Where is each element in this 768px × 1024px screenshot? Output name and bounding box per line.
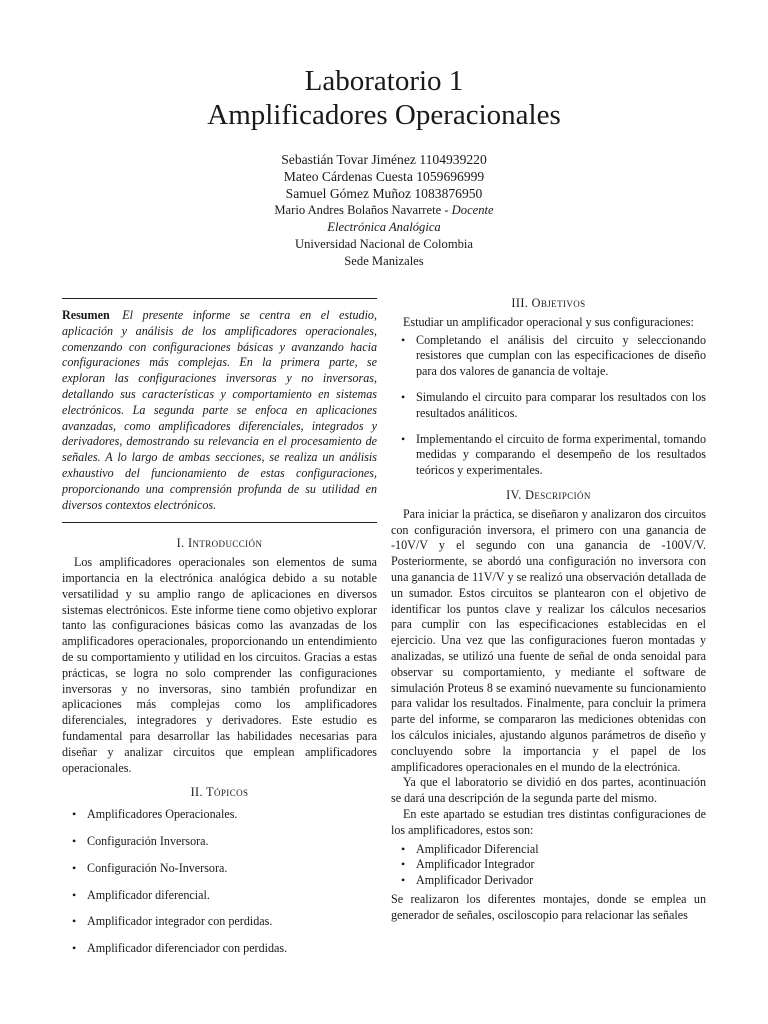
list-item — [62, 941, 377, 957]
bullet-icon: • — [72, 807, 77, 822]
introduccion-paragraph: Los amplificadores operacionales son elementos de suma importancia en la electrónica analógica debido a su notable versatilidad y su amplio rango de aplicaciones en diversos sistemas electrónicos. Este informe tiene como objetivo explorar tanto las configuraciones básicas como las avanzadas de los amplificadores operacionales, proporcionando un entendimiento de su comportamiento y utilidad en los circuitos. Gracias a estas prácticas, se logra no solo comprender las configuraciones inversoras y no inversoras, sino también profundizar en aplicaciones más complejas como los amplificadores diferenciales, integradores y derivadores. Este estudio es fundamental para desarrollar las habilidades necesarias para diseñar y analizar circuitos que emplean amplificadores operacionales. — [62, 555, 377, 775]
topico-text: Amplificador diferencial. — [87, 887, 210, 902]
section-title-descripcion: IV. Descripción — [506, 487, 591, 502]
list-item — [62, 807, 377, 823]
abstract — [62, 299, 377, 522]
bullet-icon: • — [72, 833, 77, 848]
list-item — [391, 333, 706, 380]
objetivo-text: Implementando el circuito de forma experimental, tomando medidas y comparando el desempeño de los resultados teóricos y experimentales. — [416, 431, 706, 478]
list-item — [391, 432, 706, 479]
bullet-icon: • — [401, 841, 406, 856]
configuracion-text: Amplificador Diferencial — [416, 841, 539, 856]
topico-text: Amplificador diferenciador con perdidas. — [87, 941, 288, 956]
topico-text: Configuración No-Inversora. — [87, 860, 228, 875]
bullet-icon: • — [72, 860, 77, 875]
author-block — [0, 151, 768, 270]
descripcion-paragraph-1: Para iniciar la práctica, se diseñaron y analizaron dos circuitos con configuración inversora, el primero con una ganancia de -10V/V y el segundo con una ganancia de -100V/V. Posteriormente, se abordó una configuración no inversora con una ganancia de 11V/V y se realizó una observación detallada de un sumador. Estos circuitos se plantearon con el objetivo de identificar los puntos clave y realizar los cálculos necesarios para cumplir con las especificaciones establecidas en el ejercicio. Una vez que las configuraciones fueron montadas y analizadas, se utilizó una fuente de señal de onda senoidal para observar su comportamiento, y mediante el software de simulación Proteus 8 se examinó nuevamente su funcionamiento para validar los resultados. Finalmente, para concluir la primera parte del informe, se compararon las mediciones obtenidas con los cálculos iniciales, ajustando algunos parámetros de diseño y concluyendo sobre la importancia y el papel de los amplificadores operacionales en el mundo de la electrónica. — [391, 506, 706, 774]
list-item — [391, 857, 706, 873]
teacher-separator: - — [441, 203, 452, 217]
topico-text: Amplificadores Operacionales. — [87, 807, 238, 822]
bullet-icon: • — [401, 873, 406, 888]
course-name: Electrónica Analógica — [327, 220, 441, 234]
descripcion-list — [391, 842, 706, 889]
abstract-bottom-rule — [62, 522, 377, 523]
list-item — [62, 861, 377, 877]
list-item — [391, 390, 706, 422]
title-line-1: Laboratorio 1 — [304, 65, 464, 97]
author-3: Samuel Gómez Muñoz 1083876950 — [285, 186, 483, 201]
section-title-topicos: II. Tópicos — [190, 785, 249, 800]
university-name: Universidad Nacional de Colombia — [294, 237, 474, 251]
bullet-icon: • — [401, 332, 406, 347]
bullet-icon: • — [401, 857, 406, 872]
section-title-objetivos: III. Objetivos — [511, 296, 586, 310]
configuracion-text: Amplificador Derivador — [416, 873, 534, 888]
paper-header — [0, 64, 768, 270]
teacher-line — [0, 202, 768, 219]
author-1: Sebastián Tovar Jiménez 1104939220 — [281, 152, 487, 167]
paper-title — [0, 64, 768, 132]
objetivos-list — [391, 333, 706, 479]
campus-name: Sede Manizales — [344, 254, 424, 268]
section-title-introduccion: I. Introducción — [176, 536, 263, 551]
descripcion-paragraph-4: Se realizaron los diferentes montajes, donde se emplea un generador de señales, osciloscopio para relacionar las señales — [391, 891, 706, 922]
descripcion-paragraph-2: Ya que el laboratorio se dividió en dos partes, acontinuación se dará una descripción de la segunda parte del mismo. — [391, 775, 706, 806]
topico-text: Amplificador integrador con perdidas. — [87, 914, 273, 929]
abstract-text: El presente informe se centra en el estudio, aplicación y análisis de los amplificadores operacionales, comenzando con configuraciones básicas y avanzando hacia configuraciones más complejas. En la primera parte, se exploran las configuraciones inversoras y no inversoras, detallando sus características y comportamiento en sistemas electrónicos. La segunda parte se enfoca en aplicaciones avanzadas, como amplificadores diferenciales, integrados y derivadores, demostrando su relevancia en el procesamiento de señales. A lo largo de ambas secciones, se realiza un análisis exhaustivo del funcionamiento de estas configuraciones, proporcionando una comprensión profunda de su utilidad en diversos contextos electrónicos. — [62, 308, 377, 512]
teacher-role: Docente — [451, 203, 494, 217]
left-column — [62, 298, 377, 968]
configuracion-text: Amplificador Integrador — [416, 857, 535, 872]
author-2: Mateo Cárdenas Cuesta 1059696999 — [283, 169, 485, 184]
objetivo-text: Simulando el circuito para comparar los resultados con los resultados análiticos. — [416, 389, 706, 420]
bullet-icon: • — [72, 887, 77, 902]
bullet-icon: • — [72, 914, 77, 929]
objetivo-text: Completando el análisis del circuito y seleccionando resistores que cumplan con las especificaciones de diseño para dos valores de ganancia de voltaje. — [416, 332, 706, 379]
list-item — [62, 888, 377, 904]
right-column — [391, 298, 706, 923]
topicos-list — [62, 807, 377, 957]
list-item — [391, 842, 706, 858]
bullet-icon: • — [401, 431, 406, 446]
bullet-icon: • — [72, 941, 77, 956]
teacher-name: Mario Andres Bolaños Navarrete — [274, 203, 442, 217]
title-line-2: Amplificadores Operacionales — [207, 99, 561, 131]
descripcion-paragraph-3: En este apartado se estudian tres distintas configuraciones de los amplificadores, estos son: — [391, 806, 706, 837]
list-item — [62, 914, 377, 930]
abstract-label: Resumen — [62, 308, 110, 322]
list-item — [391, 873, 706, 889]
objetivos-intro: Estudiar un amplificador operacional y sus configuraciones: — [403, 314, 694, 329]
topico-text: Configuración Inversora. — [87, 833, 209, 848]
list-item — [62, 834, 377, 850]
bullet-icon: • — [401, 389, 406, 404]
